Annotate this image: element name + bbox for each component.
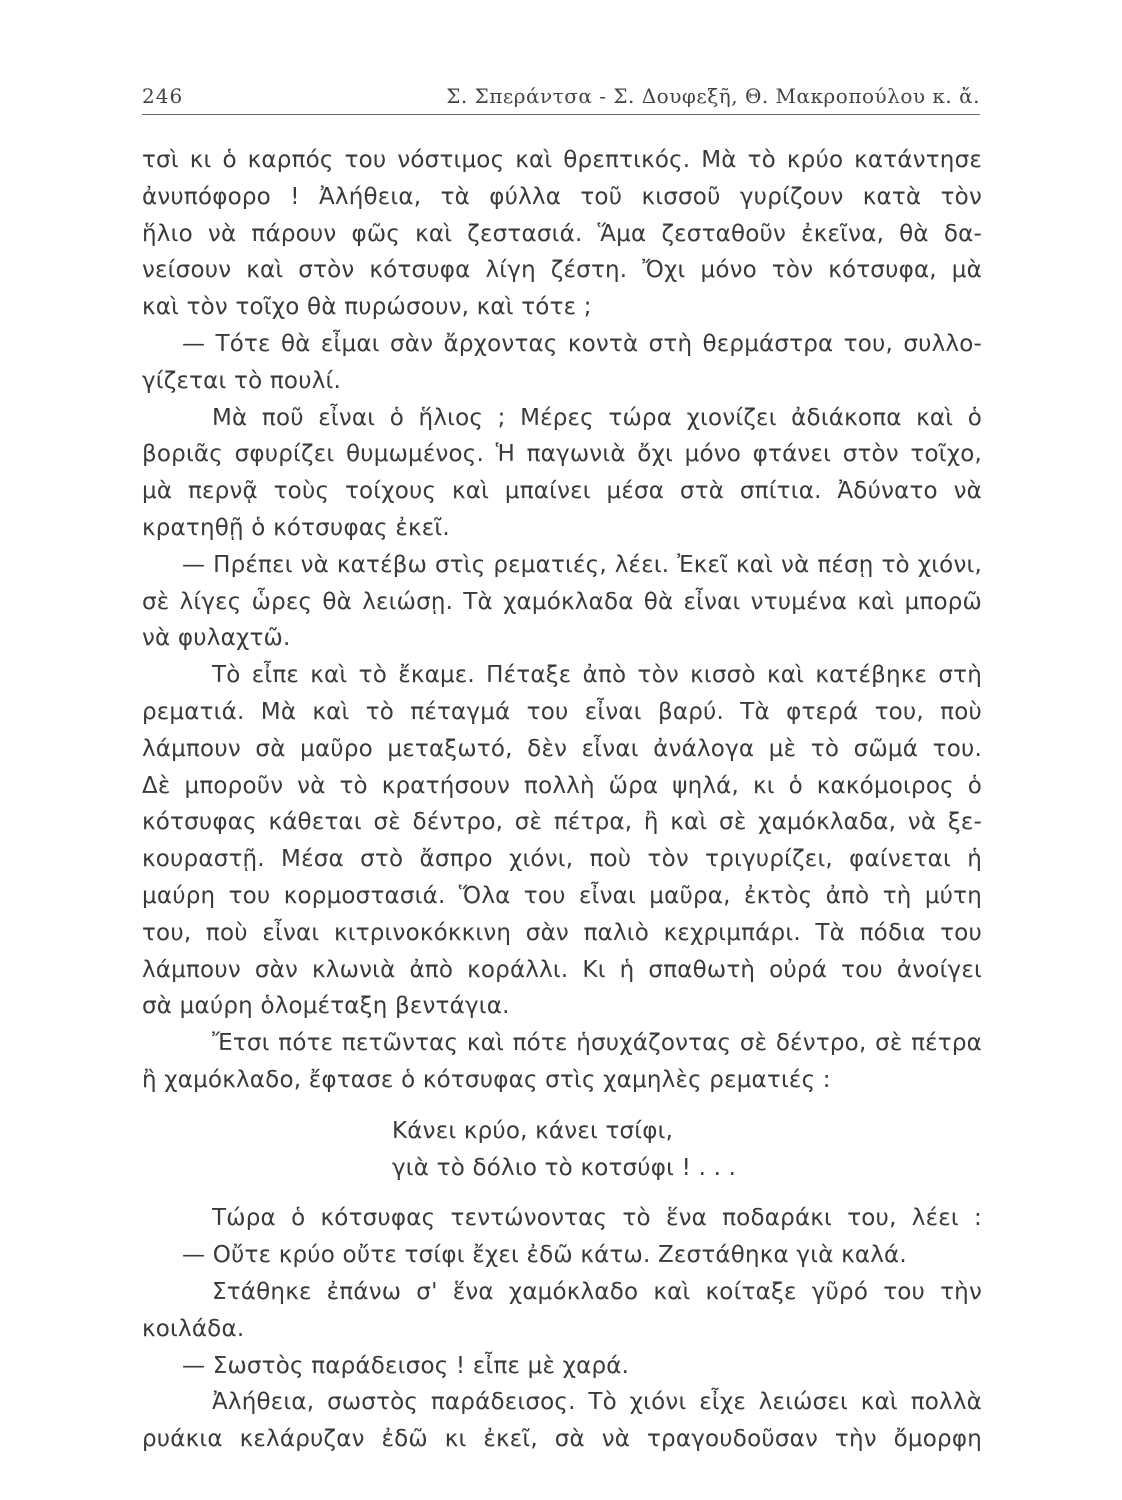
paragraph-start: Στάθηκε ἐπάνω σ' ἕνα χαμόκλαδο καὶ κοίταξε γῦρό του τὴν: [212, 1278, 982, 1305]
text-line: κοιλάδα.: [142, 1315, 245, 1342]
text-line: σὲ λίγες ὧρες θὰ λειώσῃ. Τὰ χαμόκλαδα θὰ εἶναι ντυμένα καὶ μπορῶ: [142, 588, 982, 615]
text-line: νείσουν καὶ στὸν κότσυφα λίγη ζέστη. Ὄχι μόνο τὸν κότσυφα, μὰ: [142, 257, 982, 284]
text-line: λάμπουν σὰ μαῦρο μεταξωτό, δὲν εἶναι ἀνάλογα μὲ τὸ σῶμά του.: [142, 735, 982, 762]
running-head: Σ. Σπεράντσα - Σ. Δουφεξῆ, Θ. Μακροπούλου κ. ἄ.: [446, 84, 980, 108]
paragraph-start: Ἀλήθεια, σωστὸς παράδεισος. Τὸ χιόνι εἶχε λειώσει καὶ πολλὰ: [212, 1389, 982, 1416]
page-number: 246: [142, 84, 184, 108]
text-line: ρεματιά. Μὰ καὶ τὸ πέταγμά του εἶναι βαρύ. Τὰ φτερά του, ποὺ: [142, 698, 982, 725]
text-line: κουραστῇ. Μέσα στὸ ἄσπρο χιόνι, ποὺ τὸν τριγυρίζει, φαίνεται ἡ: [142, 846, 982, 873]
text-line: κότσυφας κάθεται σὲ δέντρο, σὲ πέτρα, ἢ καὶ σὲ χαμόκλαδα, νὰ ξε-: [142, 809, 982, 836]
body-text: [142, 142, 982, 1458]
text-line: ἀνυπόφορο ! Ἀλήθεια, τὰ φύλλα τοῦ κισσοῦ γυρίζουν κατὰ τὸν: [142, 183, 982, 210]
verse-line: γιὰ τὸ δόλιο τὸ κοτσύφι ! . . .: [392, 1154, 737, 1181]
verse-spacer: [142, 1186, 982, 1200]
dialog-line: — Οὔτε κρύο οὔτε τσίφι ἔχει ἐδῶ κάτω. Ζεστάθηκα γιὰ καλά.: [182, 1242, 907, 1269]
text-line: βοριᾶς σφυρίζει θυμωμένος. Ἡ παγωνιὰ ὄχι μόνο φτάνει στὸν τοῖχο,: [142, 441, 982, 468]
text-line: ἢ χαμόκλαδο, ἔφτασε ὁ κότσυφας στὶς χαμηλὲς ρεματιές :: [142, 1066, 831, 1093]
text-line: Δὲ μποροῦν νὰ τὸ κρατήσουν πολλὴ ὥρα ψηλά, κι ὁ κακόμοιρος ὁ: [142, 772, 982, 799]
text-line: ἥλιο νὰ πάρουν φῶς καὶ ζεστασιά. Ἅμα ζεσταθοῦν ἐκεῖνα, θὰ δα-: [142, 220, 982, 247]
paragraph-start: Μὰ ποῦ εἶναι ὁ ἥλιος ; Μέρες τώρα χιονίζει ἀδιάκοπα καὶ ὁ: [212, 404, 982, 431]
dialog-line: — Τότε θὰ εἶμαι σὰν ἄρχοντας κοντὰ στὴ θερμάστρα του, συλλο-: [182, 330, 982, 357]
text-line: κρατηθῇ ὁ κότσυφας ἐκεῖ.: [142, 514, 450, 541]
page-header: [142, 78, 980, 115]
dialog-line: — Πρέπει νὰ κατέβω στὶς ρεματιές, λέει. Ἐκεῖ καὶ νὰ πέσῃ τὸ χιόνι,: [182, 551, 982, 578]
paragraph-start: Τώρα ὁ κότσυφας τεντώνοντας τὸ ἕνα ποδαράκι του, λέει :: [212, 1205, 982, 1232]
text-line: ρυάκια κελάρυζαν ἐδῶ κι ἐκεῖ, σὰ νὰ τραγουδοῦσαν τὴν ὄμορφη: [142, 1426, 982, 1453]
text-line: γίζεται τὸ πουλί.: [142, 367, 342, 394]
text-line: νὰ φυλαχτῶ.: [142, 625, 291, 652]
text-line: τσὶ κι ὁ καρπός του νόστιμος καὶ θρεπτικός. Μὰ τὸ κρύο κατάντησε: [142, 147, 982, 173]
text-line: του, ποὺ εἶναι κιτρινοκόκκινη σὰν παλιὸ κεχριμπάρι. Τὰ πόδια του: [142, 919, 982, 946]
paragraph-start: Τὸ εἶπε καὶ τὸ ἔκαμε. Πέταξε ἀπὸ τὸν κισσὸ καὶ κατέβηκε στὴ: [212, 662, 982, 689]
text-line: σὰ μαύρη ὁλομέταξη βεντάγια.: [142, 993, 510, 1020]
dialog-line: — Σωστὸς παράδεισος ! εἶπε μὲ χαρά.: [182, 1352, 630, 1379]
text-line: μαύρη του κορμοστασιά. Ὅλα του εἶναι μαῦρα, ἐκτὸς ἀπὸ τὴ μύτη: [142, 882, 982, 909]
text-line: μὰ περνᾷ τοὺς τοίχους καὶ μπαίνει μέσα στὰ σπίτια. Ἀδύνατο νὰ: [142, 478, 982, 505]
paragraph-start: Ἔτσι πότε πετῶντας καὶ πότε ἡσυχάζοντας σὲ δέντρο, σὲ πέτρα: [212, 1030, 982, 1057]
verse-spacer: [142, 1099, 982, 1113]
text-line: καὶ τὸν τοῖχο θὰ πυρώσουν, καὶ τότε ;: [142, 294, 592, 321]
text-line: λάμπουν σὰν κλωνιὰ ἀπὸ κοράλλι. Κι ἡ σπαθωτὴ οὐρά του ἀνοίγει: [142, 956, 982, 983]
verse-line: Κάνει κρύο, κάνει τσίφι,: [392, 1117, 674, 1144]
